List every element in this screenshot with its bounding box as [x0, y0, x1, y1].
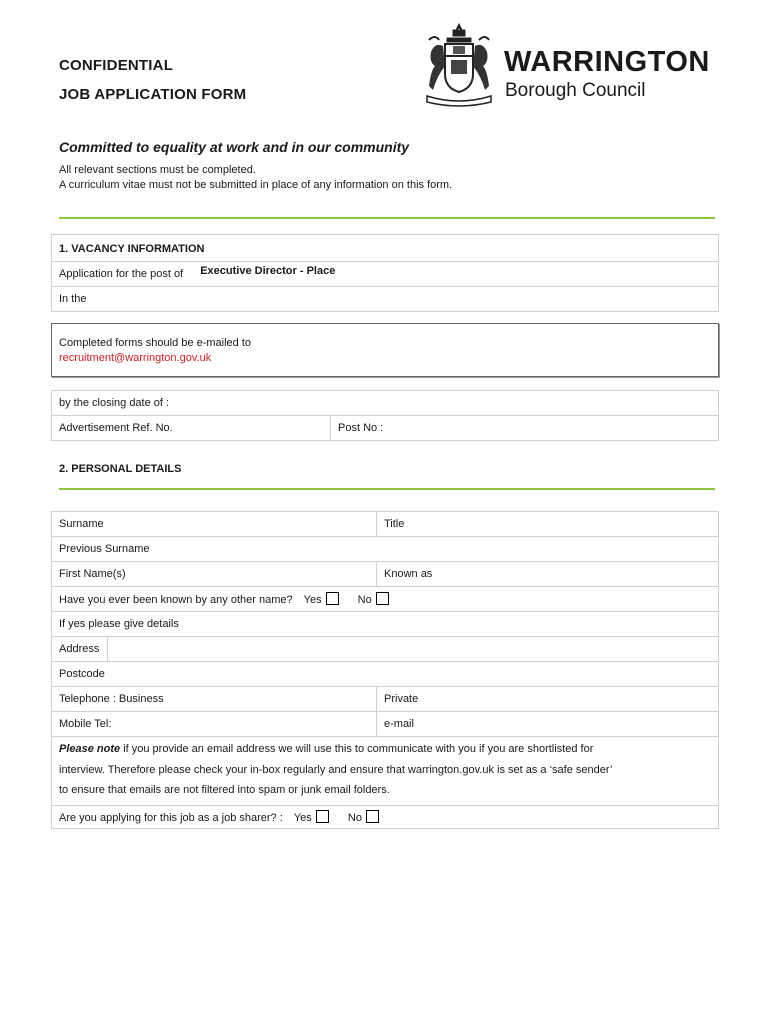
section-heading: 1. VACANCY INFORMATION [52, 235, 719, 262]
instruction-line: A curriculum vitae must not be submitted in place of any information on this form. [59, 179, 453, 191]
job-share-no-checkbox[interactable] [366, 810, 379, 823]
section-heading: 2. PERSONAL DETAILS [59, 463, 182, 475]
advert-ref-field[interactable]: Advertisement Ref. No. [52, 416, 331, 441]
divider [59, 488, 715, 490]
yes-label: Yes [303, 594, 322, 606]
previous-surname-field[interactable]: Previous Surname [52, 537, 719, 562]
vacancy-table [51, 234, 719, 312]
post-value: Executive Director - Place [200, 265, 336, 277]
post-row[interactable] [52, 262, 719, 287]
other-name-details-field[interactable]: If yes please give details [52, 612, 719, 637]
surname-field[interactable]: Surname [52, 512, 377, 537]
post-no-field[interactable]: Post No : [331, 416, 719, 441]
email-notice [52, 737, 719, 806]
personal-details-table [51, 511, 719, 829]
notice-text: if you provide an email address we will use this to communicate with you if you are shortlisted for [120, 743, 594, 755]
council-crest-logo [423, 22, 495, 108]
job-share-yes-checkbox[interactable] [316, 810, 329, 823]
private-telephone-field[interactable]: Private [377, 687, 719, 712]
job-share-question: Are you applying for this job as a job sharer? : [59, 811, 283, 824]
yes-label: Yes [293, 811, 312, 824]
first-names-field[interactable]: First Name(s) [52, 562, 377, 587]
instruction-line: All relevant sections must be completed. [59, 164, 256, 176]
postcode-field[interactable]: Postcode [52, 662, 719, 687]
mobile-field[interactable]: Mobile Tel: [52, 712, 377, 737]
address-row[interactable] [52, 637, 719, 662]
job-share-row [52, 805, 719, 828]
no-label: No [347, 811, 362, 824]
title-field[interactable]: Title [377, 512, 719, 537]
other-name-no-checkbox[interactable] [376, 592, 389, 605]
email-instruction-box [51, 323, 719, 377]
business-telephone-field[interactable]: Telephone : Business [52, 687, 377, 712]
email-field[interactable]: e-mail [377, 712, 719, 737]
recruitment-email-link[interactable]: recruitment@warrington.gov.uk [59, 352, 212, 364]
email-note: Completed forms should be e-mailed to [59, 337, 251, 349]
address-label: Address [52, 637, 108, 661]
tagline: Committed to equality at work and in our community [59, 139, 410, 155]
logo-wordmark: WARRINGTON [504, 46, 710, 78]
post-label: Application for the post of [59, 268, 184, 280]
known-as-field[interactable]: Known as [377, 562, 719, 587]
closing-date-field[interactable]: by the closing date of : [52, 391, 719, 416]
notice-text: interview. Therefore please check your in-box regularly and ensure that warrington.gov.uk is set as a ‘safe sender’ [59, 763, 613, 776]
confidential-label: CONFIDENTIAL [59, 57, 174, 74]
other-name-row [52, 587, 719, 612]
please-note-label: Please note [59, 743, 121, 755]
divider [59, 217, 715, 219]
form-title: JOB APPLICATION FORM [59, 86, 247, 103]
no-label: No [357, 594, 372, 606]
in-the-field[interactable]: In the [52, 287, 719, 312]
logo-subtitle: Borough Council [505, 80, 646, 101]
notice-text: to ensure that emails are not filtered into spam or junk email folders. [59, 784, 390, 796]
other-name-question: Have you ever been known by any other name? [59, 594, 293, 606]
closing-table [51, 390, 719, 441]
other-name-yes-checkbox[interactable] [326, 592, 339, 605]
